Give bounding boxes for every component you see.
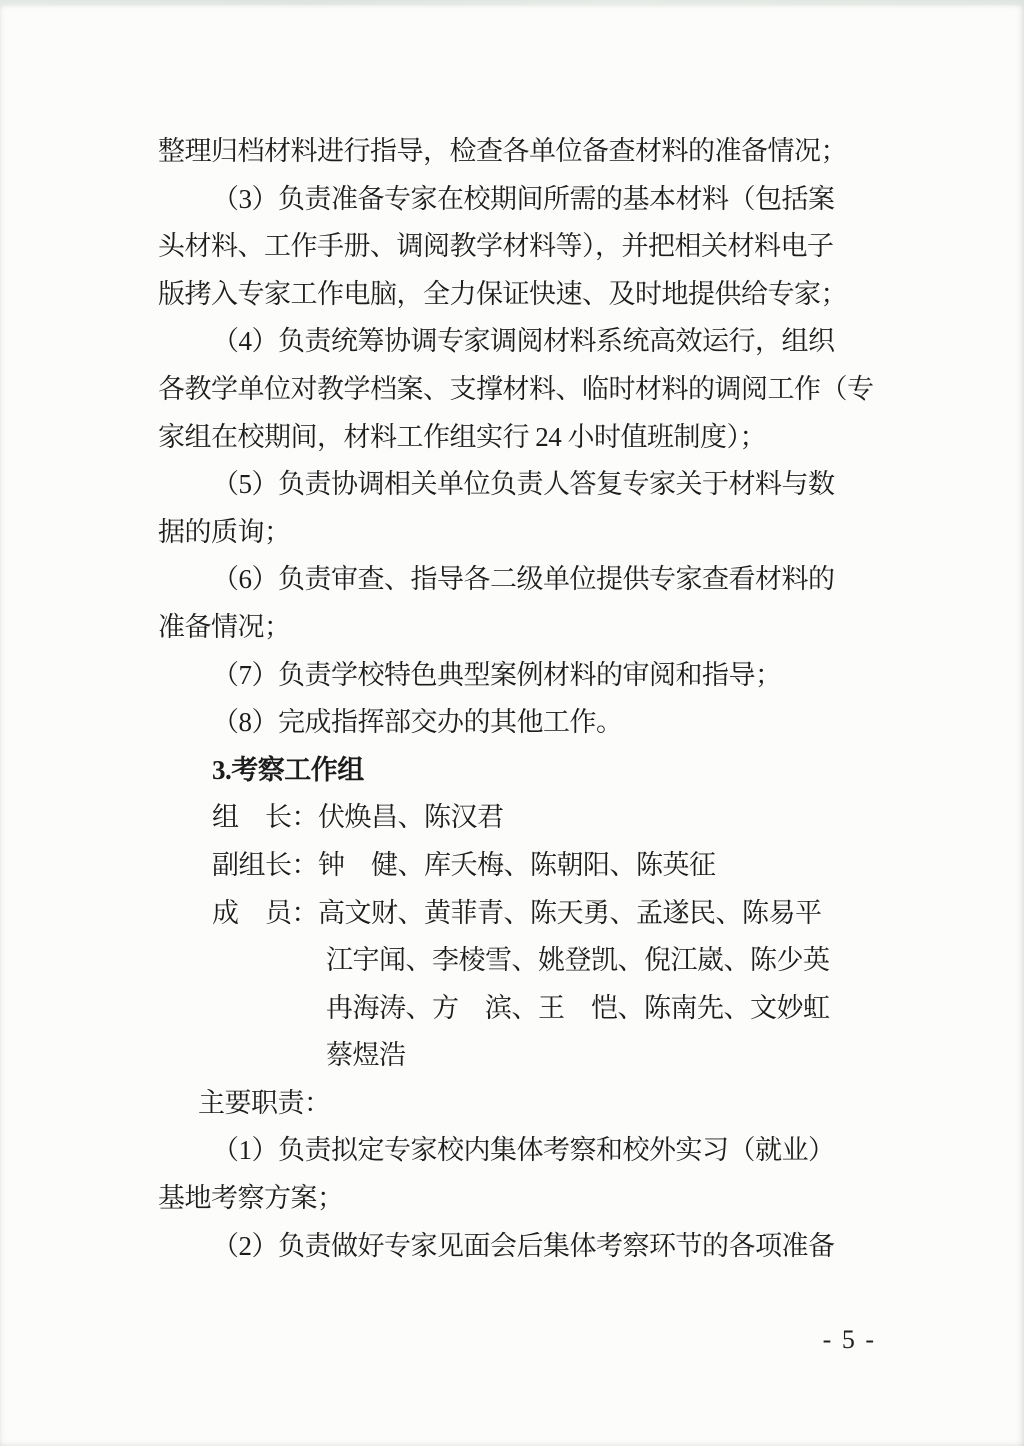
member-names-line: 江宇闻、李棱雪、姚登凯、倪江崴、陈少英 bbox=[326, 945, 830, 976]
paragraph-line-duty1: （1）负责拟定专家校内集体考察和校外实习（就业） bbox=[212, 1135, 835, 1166]
paragraph-line: 整理归档材料进行指导，检查各单位备查材料的准备情况； bbox=[158, 136, 847, 166]
paragraph-line-item8: （8）完成指挥部交办的其他工作。 bbox=[212, 707, 623, 738]
paragraph-line: 各教学单位对教学档案、支撑材料、临时材料的调阅工作（专 bbox=[158, 373, 874, 404]
paragraph-line-item3: （3）负责准备专家在校期间所需的基本材料（包括案 bbox=[212, 183, 835, 214]
paragraph-line: 版拷入专家工作电脑，全力保证快速、及时地提供给专家； bbox=[158, 278, 847, 309]
paragraph-line-item4: （4）负责统筹协调专家调阅材料系统高效运行，组织 bbox=[212, 326, 835, 357]
role-line-leader: 组 长：伏焕昌、陈汉君 bbox=[212, 802, 504, 833]
member-names-line: 冉海涛、方 滨、王 恺、陈南先、文妙虹 bbox=[326, 992, 830, 1023]
paragraph-line: 据的质询； bbox=[158, 516, 291, 547]
paragraph-line: 基地考察方案； bbox=[158, 1183, 344, 1214]
duties-heading: 主要职责： bbox=[198, 1087, 331, 1118]
paragraph-line-item7: （7）负责学校特色典型案例材料的审阅和指导； bbox=[212, 659, 782, 690]
paragraph-line: 头材料、工作手册、调阅教学材料等），并把相关材料电子 bbox=[158, 231, 834, 262]
section-heading-inspection-group: 3.考察工作组 bbox=[212, 754, 364, 785]
paragraph-line-duty2: （2）负责做好专家见面会后集体考察环节的各项准备 bbox=[212, 1230, 835, 1261]
paragraph-line: 准备情况； bbox=[158, 611, 291, 642]
paragraph-line-item5: （5）负责协调相关单位负责人答复专家关于材料与数 bbox=[212, 469, 835, 500]
member-names-line: 蔡煜浩 bbox=[326, 1040, 406, 1071]
paragraph-line: 家组在校期间，材料工作组实行 24 小时值班制度）； bbox=[158, 421, 766, 452]
role-line-deputy: 副组长：钟 健、库夭梅、陈朝阳、陈英征 bbox=[212, 849, 716, 880]
document-body bbox=[158, 128, 880, 1270]
paragraph-line-item6: （6）负责审查、指导各二级单位提供专家查看材料的 bbox=[212, 564, 835, 595]
role-line-members: 成 员：高文财、黄菲青、陈天勇、孟遂民、陈易平 bbox=[212, 897, 822, 928]
page-number: - 5 - bbox=[822, 1325, 876, 1354]
